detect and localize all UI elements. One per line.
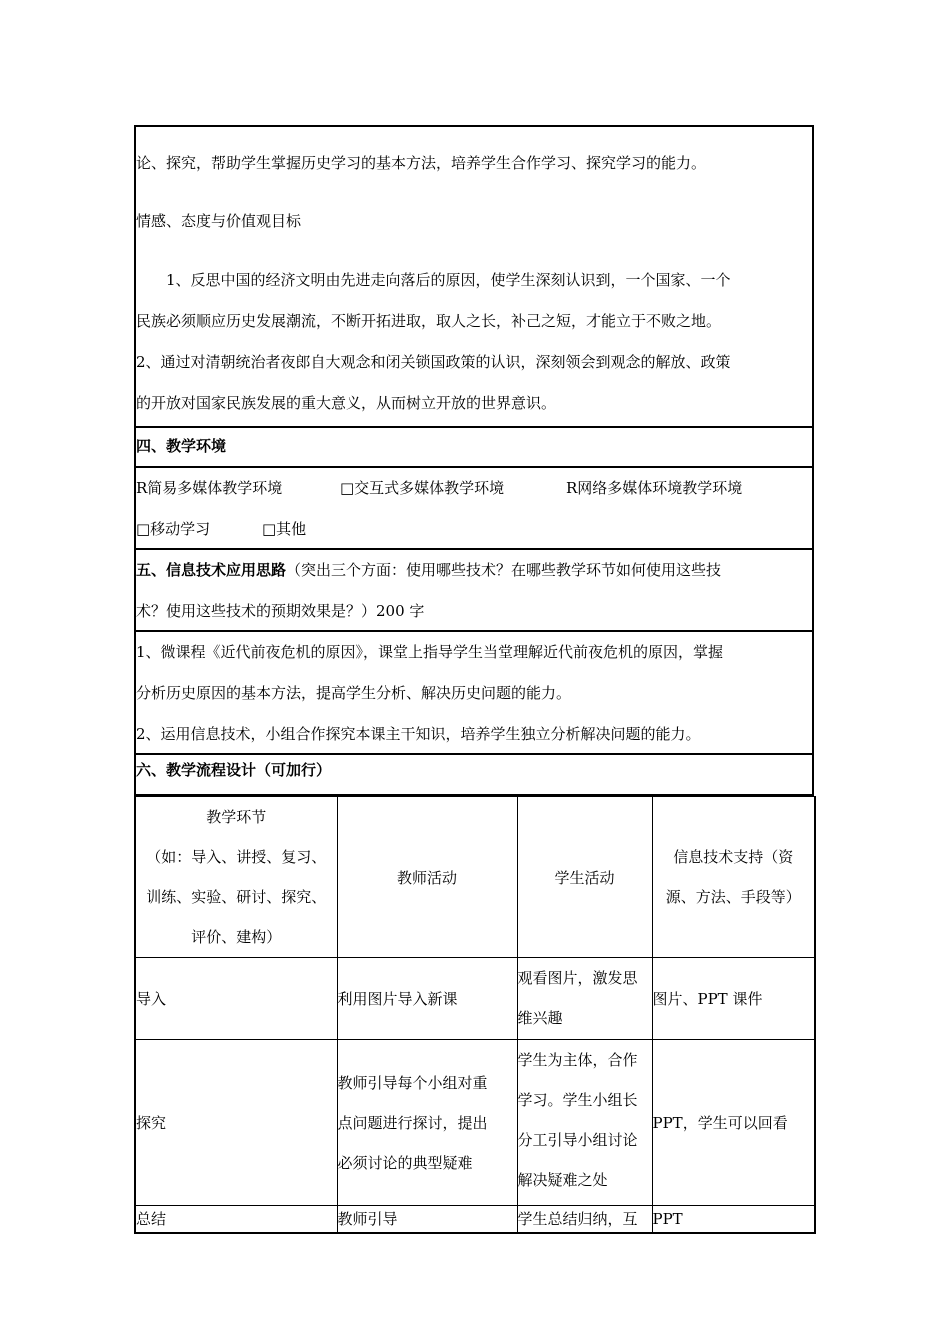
table-row [135,958,815,1040]
option-mobile-learning: □移动学习 [136,520,211,538]
lesson-plan-page [134,125,814,1234]
tech-cell: PPT，学生可以回看 [652,1040,815,1206]
it-approach-item-1-line1: 1、微课程《近代前夜危机的原因》，课堂上指导学生当堂理解近代前夜危机的原因，掌握 [136,643,724,661]
table-header-row [135,797,815,958]
student-cell: 学生为主体，合作 学习。学生小组长 分工引导小组讨论 解决疑难之处 [517,1040,652,1206]
flow-heading-row [136,755,812,796]
it-approach-heading [136,550,812,632]
header-it-support: 信息技术支持（资 源、方法、手段等） [652,797,815,958]
option-other: □其他 [262,520,307,538]
lesson-plan-box [134,125,814,796]
it-approach-item-1-line2: 分析历史原因的基本方法，提高学生分析、解决历史问题的能力。 [136,684,572,702]
table-row [135,1206,815,1233]
environment-options [136,468,812,550]
environment-heading-row [136,428,812,468]
it-approach-hint: （突出三个方面：使用哪些技术？在哪些教学环节如何使用这些技 [286,561,722,579]
stage-cell: 探究 [135,1040,337,1206]
student-cell: 观看图片，激发思 维兴趣 [517,958,652,1040]
teacher-cell: 教师引导 [337,1206,517,1233]
teacher-cell: 教师引导每个小组对重 点问题进行探讨，提出 必须讨论的典型疑难 [337,1040,517,1206]
emotion-goal-heading: 情感、态度与价值观目标 [136,212,302,230]
header-student-activity: 学生活动 [517,797,652,958]
it-approach-title: 五、信息技术应用思路 [136,561,287,579]
tech-cell: 图片、PPT 课件 [652,958,815,1040]
objective-text: 论、探究，帮助学生掌握历史学习的基本方法，培养学生合作学习、探究学习的能力。 [136,154,707,172]
it-approach-hint-cont: 术？使用这些技术的预期效果是？）200 字 [136,602,425,620]
student-cell: 学生总结归纳，互 [517,1206,652,1233]
it-approach-item-2: 2、运用信息技术，小组合作探究本课主干知识，培养学生独立分析解决问题的能力。 [136,725,701,743]
it-approach-content [136,632,812,755]
teaching-flow-table [134,796,816,1234]
environment-title: 四、教学环境 [136,437,227,455]
tech-cell: PPT [652,1206,815,1233]
teacher-cell: 利用图片导入新课 [337,958,517,1040]
stage-cell: 总结 [135,1206,337,1233]
flow-title: 六、教学流程设计（可加行） [136,761,332,779]
header-stage: 教学环节 （如：导入、讲授、复习、 训练、实验、研讨、探究、 评价、建构） [135,797,337,958]
option-interactive-multimedia: □交互式多媒体教学环境 [340,479,505,497]
objectives-section [136,127,812,428]
emotion-goal-1-line2: 民族必须顺应历史发展潮流，不断开拓进取，取人之长，补己之短，才能立于不败之地。 [136,312,722,330]
stage-cell: 导入 [135,958,337,1040]
table-row [135,1040,815,1206]
emotion-goal-2-line2: 的开放对国家民族发展的重大意义，从而树立开放的世界意识。 [136,394,557,412]
emotion-goal-2-line1: 2、通过对清朝统治者夜郎自大观念和闭关锁国政策的认识，深刻领会到观念的解放、政策 [136,353,731,371]
header-teacher-activity: 教师活动 [337,797,517,958]
emotion-goal-1-line1: 1、反思中国的经济文明由先进走向落后的原因，使学生深刻认识到，一个国家、一个 [166,271,731,289]
option-simple-multimedia: R简易多媒体教学环境 [136,479,283,497]
option-network-multimedia: R网络多媒体环境教学环境 [566,479,743,497]
